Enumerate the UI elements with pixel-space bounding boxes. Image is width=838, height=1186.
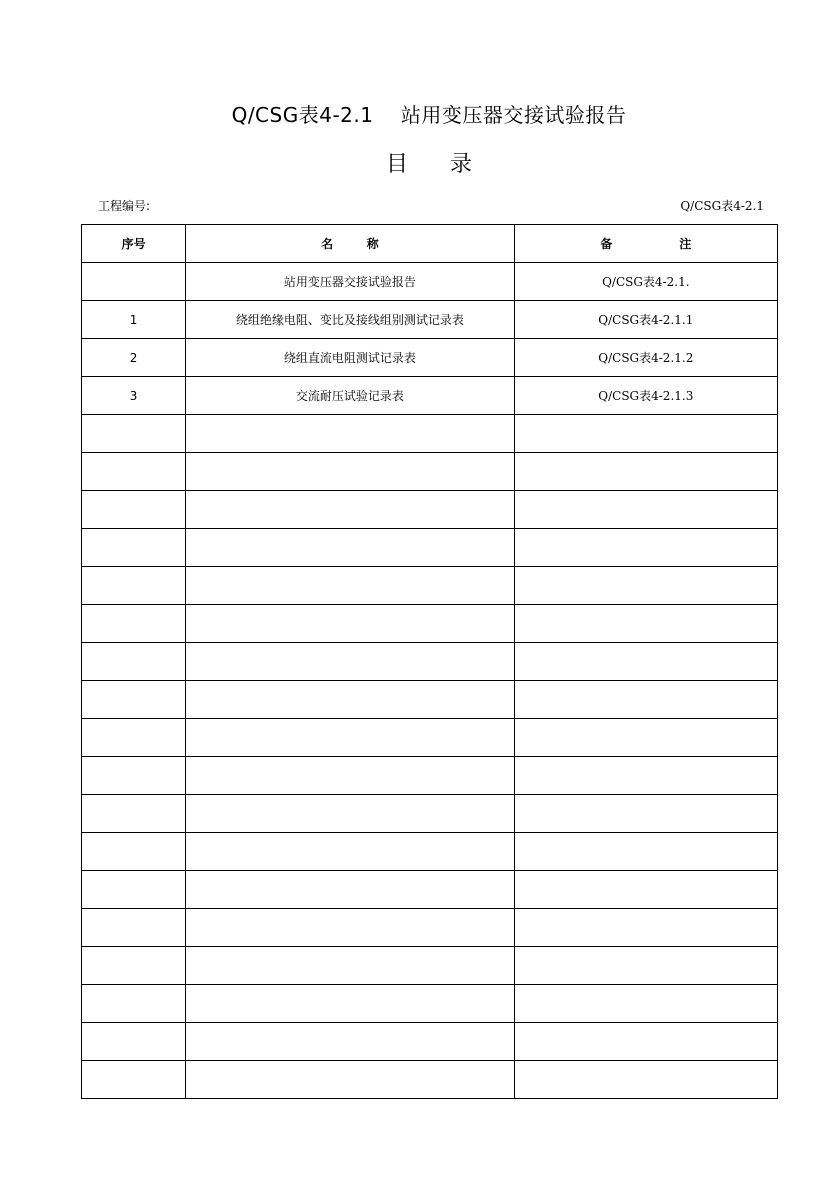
table-row <box>82 1061 778 1099</box>
row-remarks-cell <box>514 909 777 947</box>
row-number-cell <box>82 795 186 833</box>
row-number-cell <box>82 757 186 795</box>
row-name-cell <box>186 985 514 1023</box>
table-row <box>82 301 778 339</box>
row-remarks-cell <box>514 1061 777 1099</box>
row-remarks-cell <box>514 871 777 909</box>
table-row <box>82 453 778 491</box>
table-row <box>82 1023 778 1061</box>
row-number-cell <box>82 643 186 681</box>
row-remarks-cell <box>514 529 777 567</box>
row-remarks-cell <box>514 681 777 719</box>
table-header-row <box>82 225 778 263</box>
table-row <box>82 415 778 453</box>
table-row <box>82 605 778 643</box>
row-number-cell <box>82 415 186 453</box>
row-remarks-cell <box>514 1023 777 1061</box>
row-remarks-cell <box>514 757 777 795</box>
table-row <box>82 947 778 985</box>
row-number-cell <box>82 833 186 871</box>
table-row <box>82 871 778 909</box>
row-remarks-cell: Q/CSG表4-2.1.3 <box>514 377 777 415</box>
row-remarks-cell <box>514 605 777 643</box>
table-row <box>82 833 778 871</box>
row-name-cell <box>186 1023 514 1061</box>
row-name-cell <box>186 605 514 643</box>
table-row <box>82 339 778 377</box>
row-name-cell <box>186 681 514 719</box>
row-name-cell <box>186 947 514 985</box>
column-header-remarks: 备 注 <box>514 225 777 263</box>
row-number-cell: 3 <box>82 377 186 415</box>
form-code: Q/CSG表4-2.1 <box>680 199 764 213</box>
row-number-cell <box>82 909 186 947</box>
row-remarks-cell <box>514 491 777 529</box>
row-name-cell <box>186 719 514 757</box>
toc-heading: 目 录 <box>386 152 472 177</box>
row-number-cell <box>82 1023 186 1061</box>
row-name-cell <box>186 1061 514 1099</box>
table-row <box>82 757 778 795</box>
table-row <box>82 681 778 719</box>
project-number-label: 工程编号: <box>98 199 151 213</box>
row-number-cell: 1 <box>82 301 186 339</box>
row-remarks-cell <box>514 833 777 871</box>
row-remarks-cell: Q/CSG表4-2.1. <box>514 263 777 301</box>
report-title: Q/CSG表4-2.1 站用变压器交接试验报告 <box>231 103 627 127</box>
row-remarks-cell: Q/CSG表4-2.1.2 <box>514 339 777 377</box>
row-number-cell <box>82 567 186 605</box>
row-remarks-cell <box>514 947 777 985</box>
row-number-cell <box>82 681 186 719</box>
table-row <box>82 643 778 681</box>
table-row <box>82 719 778 757</box>
row-name-cell <box>186 757 514 795</box>
row-number-cell <box>82 453 186 491</box>
row-number-cell <box>82 263 186 301</box>
table-row <box>82 795 778 833</box>
row-name-cell <box>186 567 514 605</box>
table-row <box>82 491 778 529</box>
row-number-cell <box>82 871 186 909</box>
toc-table <box>81 224 778 1099</box>
table-row <box>82 909 778 947</box>
row-remarks-cell <box>514 985 777 1023</box>
row-name-cell <box>186 453 514 491</box>
row-number-cell <box>82 985 186 1023</box>
row-remarks-cell <box>514 415 777 453</box>
row-remarks-cell <box>514 795 777 833</box>
row-name-cell <box>186 643 514 681</box>
row-number-cell <box>82 947 186 985</box>
row-name-cell <box>186 909 514 947</box>
row-name-cell: 绕组绝缘电阻、变比及接线组别测试记录表 <box>186 301 514 339</box>
row-name-cell: 绕组直流电阻测试记录表 <box>186 339 514 377</box>
column-header-name: 名 称 <box>186 225 514 263</box>
table-row <box>82 377 778 415</box>
table-row <box>82 985 778 1023</box>
row-name-cell: 站用变压器交接试验报告 <box>186 263 514 301</box>
table-row <box>82 263 778 301</box>
row-remarks-cell: Q/CSG表4-2.1.1 <box>514 301 777 339</box>
row-name-cell <box>186 871 514 909</box>
table-body <box>82 263 778 1099</box>
row-name-cell <box>186 795 514 833</box>
column-header-number: 序号 <box>82 225 186 263</box>
row-name-cell <box>186 833 514 871</box>
row-remarks-cell <box>514 719 777 757</box>
row-name-cell: 交流耐压试验记录表 <box>186 377 514 415</box>
row-remarks-cell <box>514 643 777 681</box>
row-name-cell <box>186 415 514 453</box>
table-row <box>82 529 778 567</box>
row-number-cell <box>82 529 186 567</box>
row-number-cell <box>82 1061 186 1099</box>
row-number-cell <box>82 491 186 529</box>
table-row <box>82 567 778 605</box>
row-number-cell <box>82 605 186 643</box>
row-remarks-cell <box>514 453 777 491</box>
row-number-cell <box>82 719 186 757</box>
row-remarks-cell <box>514 567 777 605</box>
row-number-cell: 2 <box>82 339 186 377</box>
row-name-cell <box>186 491 514 529</box>
row-name-cell <box>186 529 514 567</box>
